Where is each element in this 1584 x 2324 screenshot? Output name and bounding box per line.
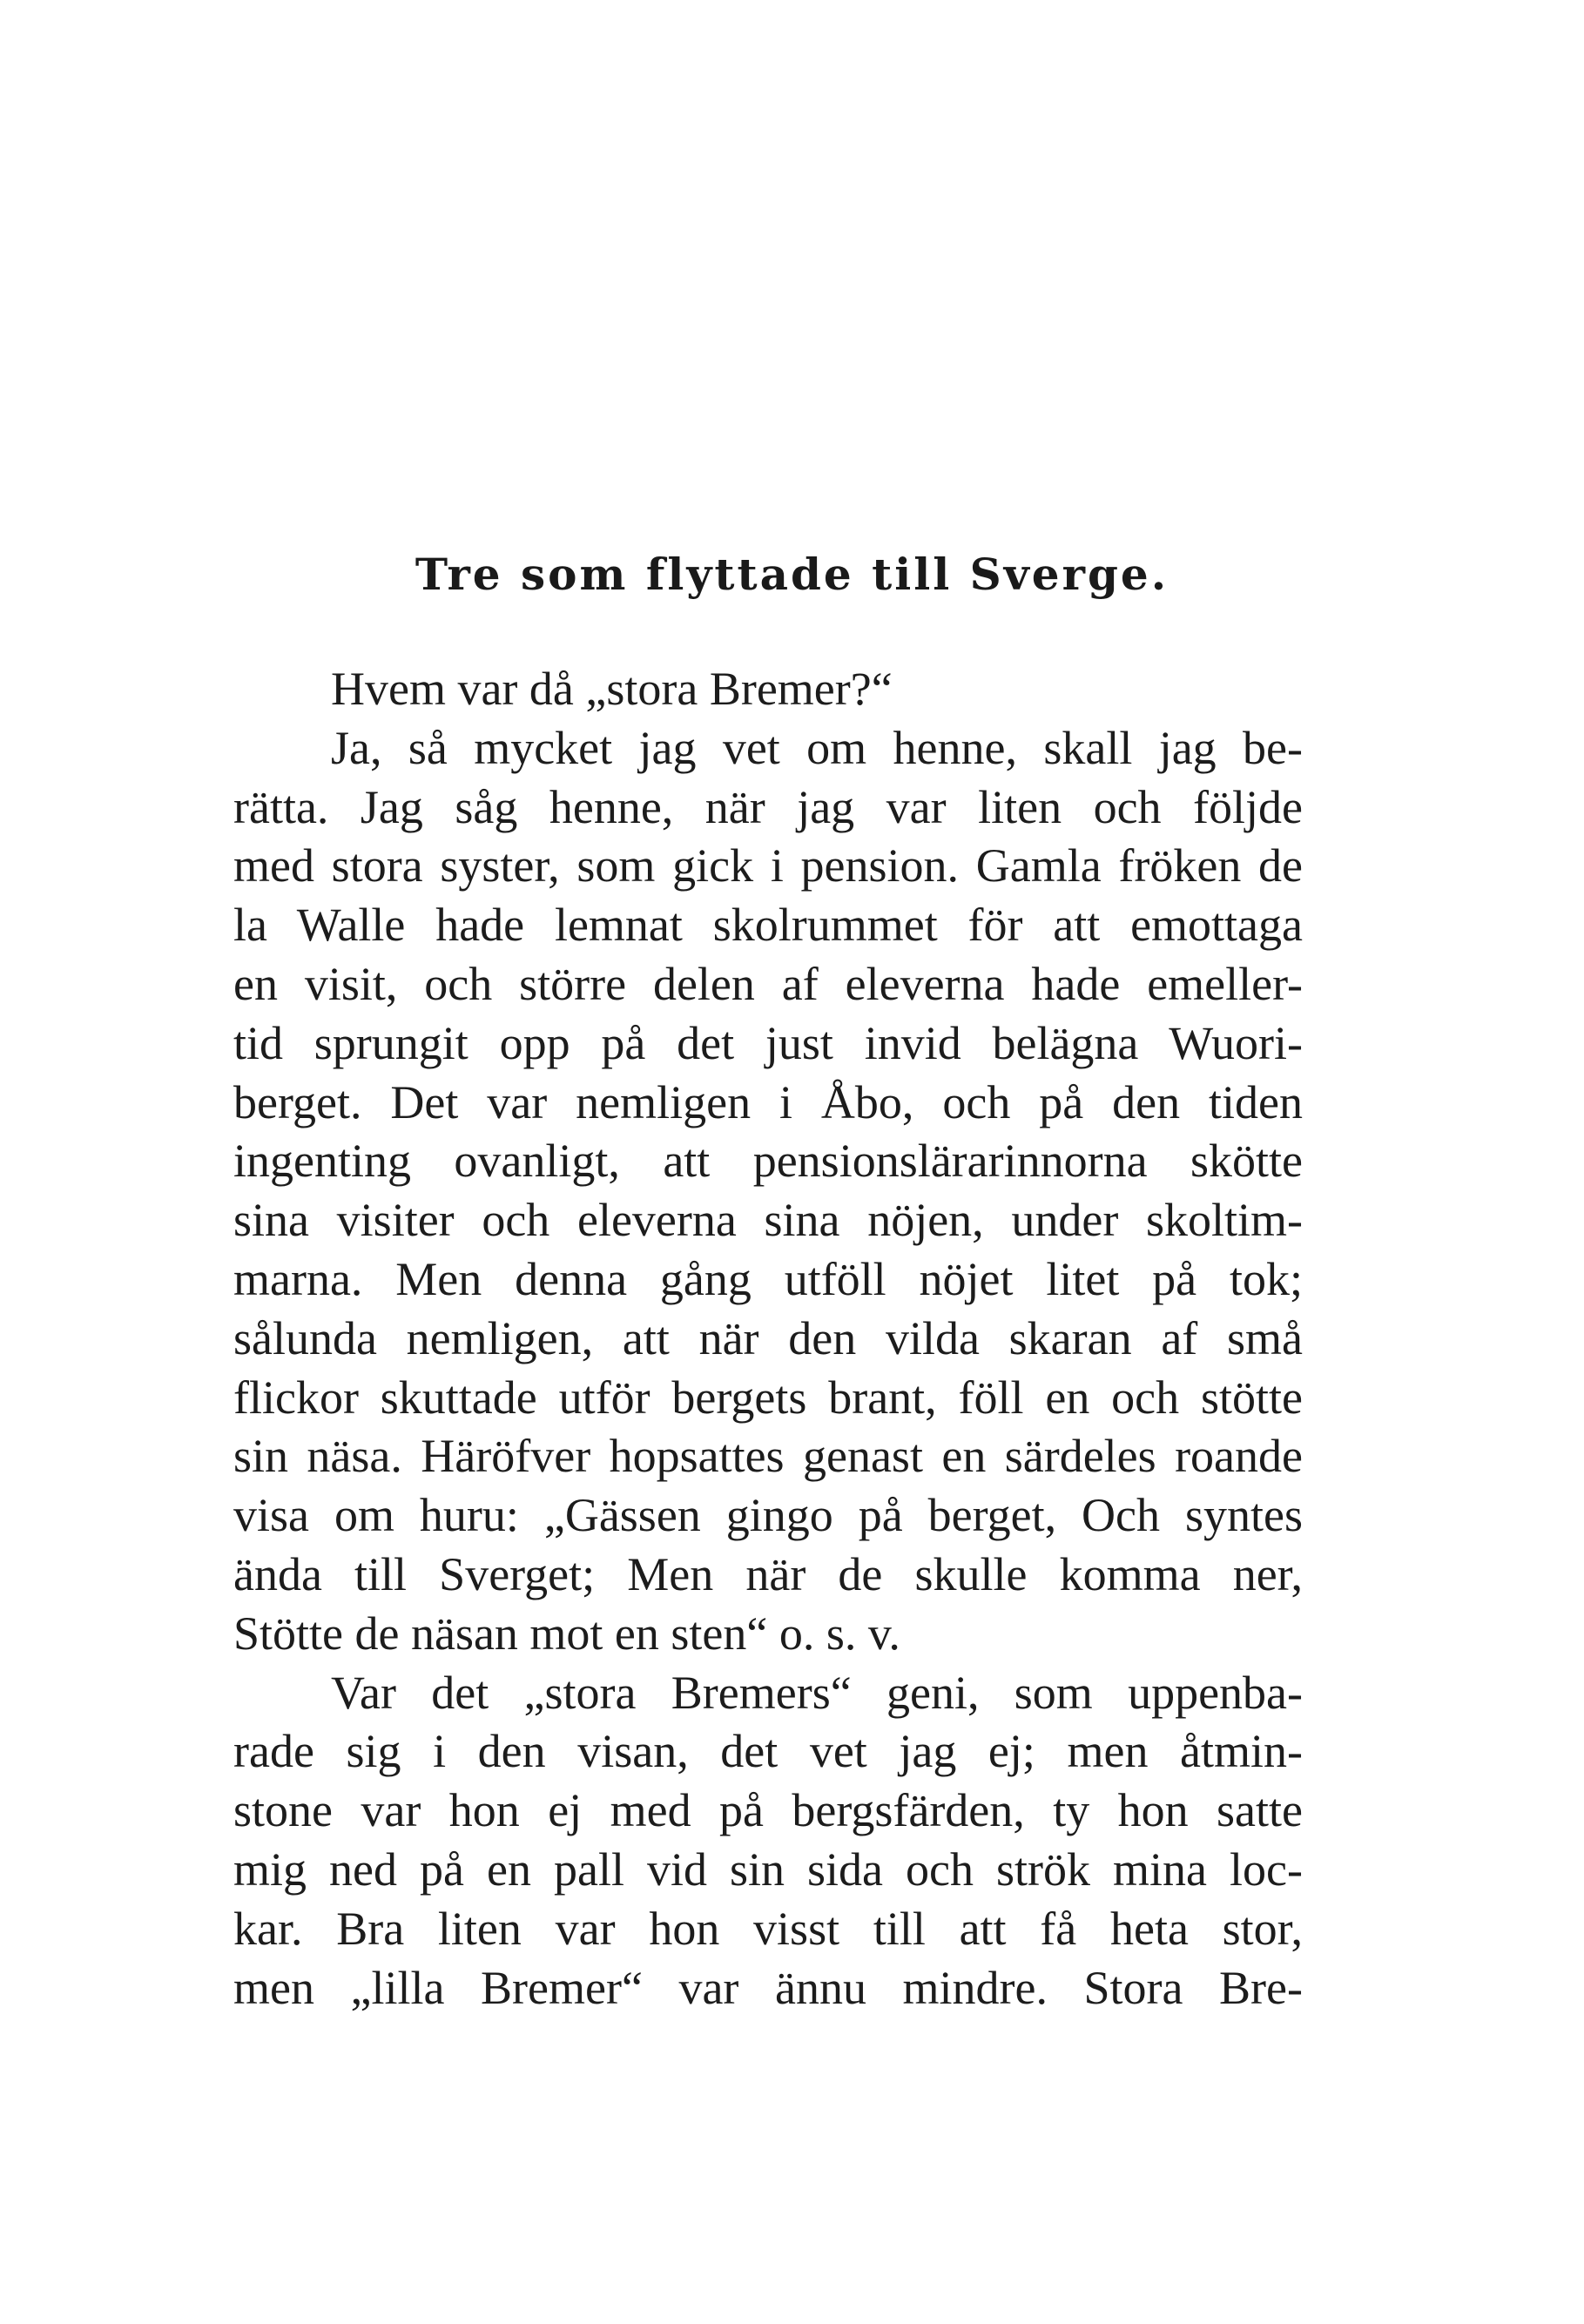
- text-line: Var det „stora Bremers“ geni, som uppenba-: [331, 1666, 1303, 1719]
- text-line: sin näsa. Häröfver hopsattes genast en särdeles roande: [233, 1430, 1303, 1483]
- text-line: tid sprungit opp på det just invid belägna Wuori-: [233, 1016, 1303, 1069]
- text-line: Ja, så mycket jag vet om henne, skall jag be-: [331, 721, 1303, 774]
- text-line: kar. Bra liten var hon visst till att få heta stor,: [233, 1902, 1303, 1955]
- body-text: [233, 660, 1303, 2018]
- text-line: flickor skuttade utför bergets brant, föll en och stötte: [233, 1371, 1303, 1424]
- text-line: mig ned på en pall vid sin sida och strök mina loc-: [233, 1842, 1303, 1896]
- text-line: ingenting ovanligt, att pensionslärarinnorna skötte: [233, 1135, 1303, 1188]
- text-line: sålunda nemligen, att när den vilda skaran af små: [233, 1311, 1303, 1364]
- text-line: ända till Sverget; Men när de skulle komma ner,: [233, 1547, 1303, 1600]
- text-line: Stötte de näsan mot en sten“ o. s. v.: [233, 1607, 900, 1660]
- text-line: berget. Det var nemligen i Åbo, och på den tiden: [233, 1075, 1303, 1128]
- text-line: rätta. Jag såg henne, när jag var liten och följde: [233, 780, 1303, 833]
- text-line: en visit, och större delen af eleverna hade emeller-: [233, 957, 1303, 1010]
- text-line: marna. Men denna gång utföll nöjet litet på tok;: [233, 1252, 1303, 1305]
- text-line: men „lilla Bremer“ var ännu mindre. Stora Bre-: [233, 1961, 1303, 2014]
- text-line: stone var hon ej med på bergsfärden, ty hon satte: [233, 1784, 1303, 1837]
- text-line: med stora syster, som gick i pension. Gamla fröken de: [233, 839, 1303, 893]
- text-line: Hvem var då „stora Bremer?“: [331, 663, 893, 715]
- text-line: rade sig i den visan, det vet jag ej; men åtmin-: [233, 1725, 1303, 1778]
- text-line: sina visiter och eleverna sina nöjen, under skoltim-: [233, 1194, 1303, 1247]
- chapter-title: Tre som flyttade till Sverge.: [415, 549, 1169, 600]
- text-line: la Walle hade lemnat skolrummet för att emottaga: [233, 899, 1303, 952]
- text-line: visa om huru: „Gässen gingo på berget, Och syntes: [233, 1489, 1303, 1542]
